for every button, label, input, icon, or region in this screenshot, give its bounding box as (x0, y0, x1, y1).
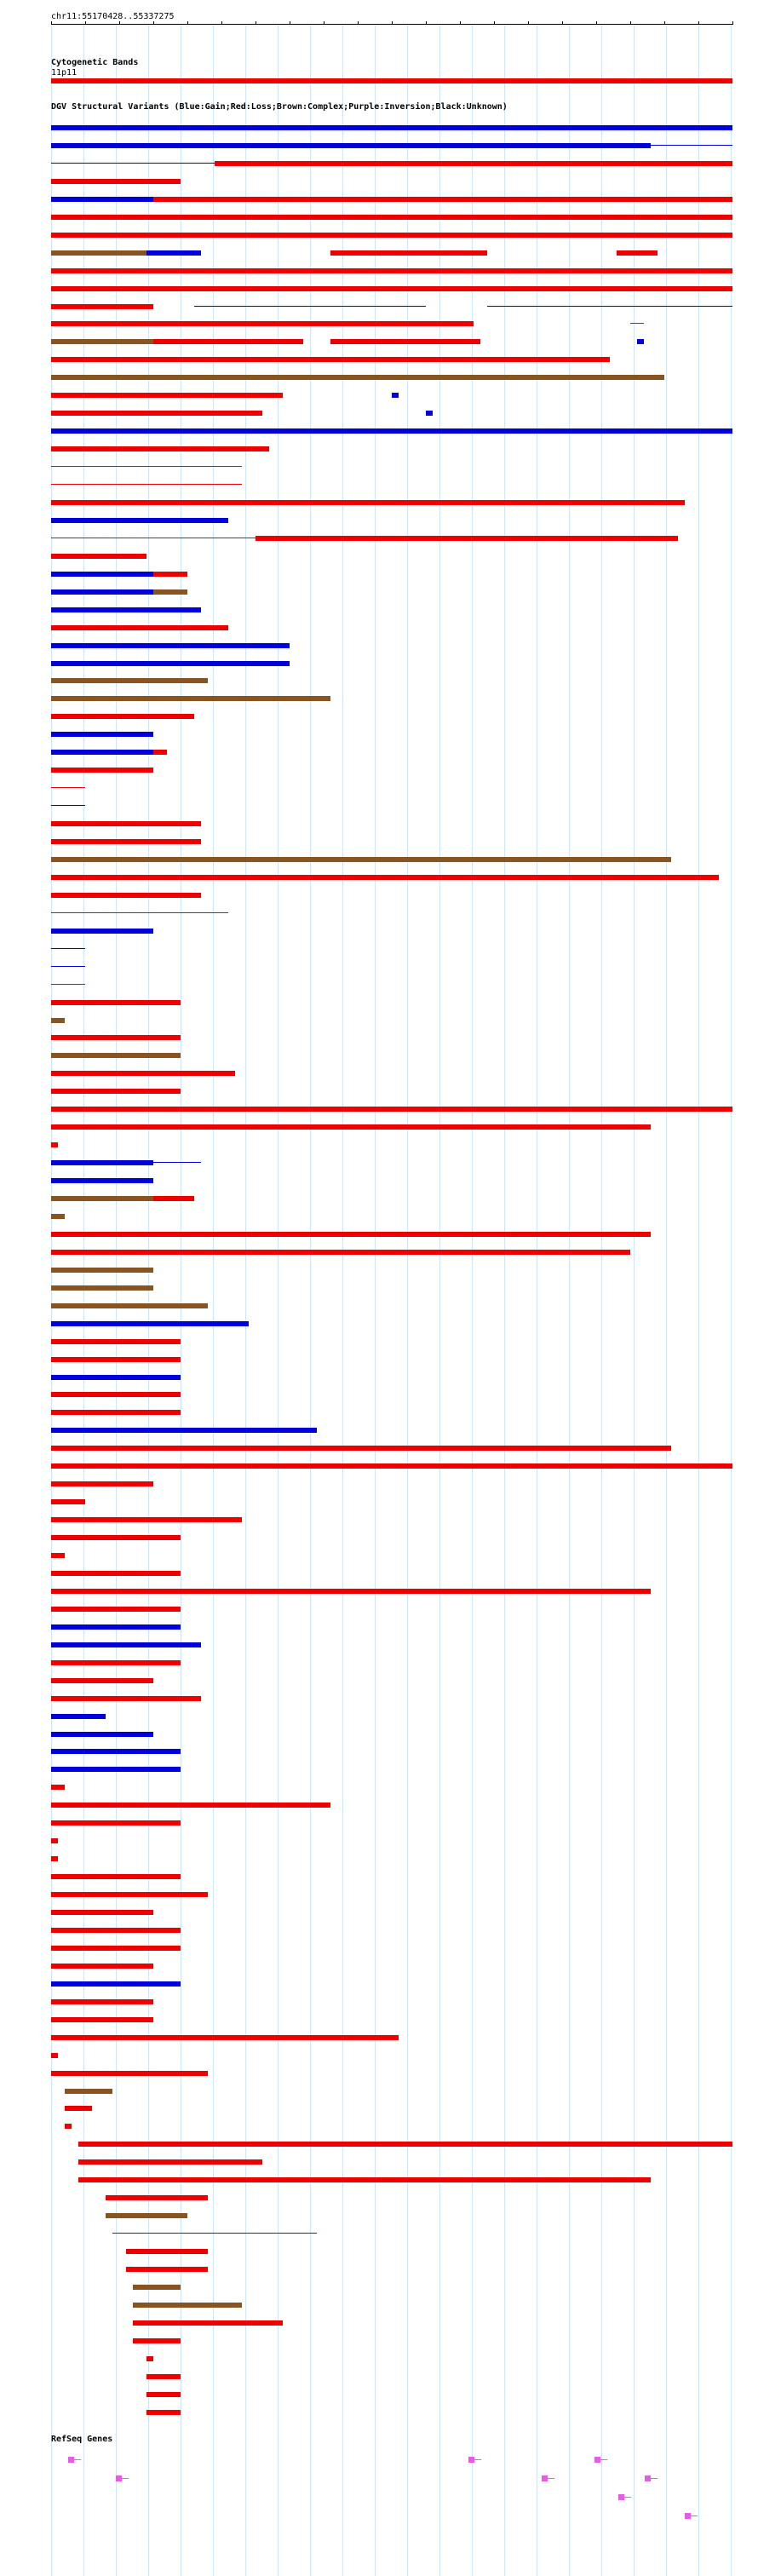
variant-bar[interactable] (617, 250, 658, 256)
grid-line (116, 24, 117, 2576)
variant-bar[interactable] (51, 1214, 65, 1219)
variant-bar[interactable] (51, 1874, 181, 1879)
variant-bar[interactable] (51, 1732, 153, 1737)
variant-bar[interactable] (51, 411, 153, 416)
variant-bar[interactable] (153, 197, 732, 202)
variant-bar[interactable] (392, 393, 399, 398)
variant-bar[interactable] (51, 2053, 58, 2058)
variant-bar[interactable] (51, 1553, 65, 1558)
variant-bar[interactable] (51, 1232, 153, 1237)
grid-line (375, 24, 376, 2576)
variant-bar[interactable] (51, 233, 732, 238)
gene-exon[interactable] (618, 2494, 624, 2500)
variant-bar[interactable] (126, 2249, 208, 2254)
variant-bar[interactable] (51, 1196, 153, 1201)
variant-bar[interactable] (146, 250, 201, 256)
variant-bar[interactable] (153, 589, 187, 595)
variant-bar[interactable] (51, 1749, 181, 1754)
grid-line (731, 24, 732, 2576)
variant-bar[interactable] (51, 1946, 181, 1951)
variant-bar[interactable] (256, 536, 678, 541)
gene-arrow (624, 2497, 631, 2498)
variant-bar[interactable] (153, 1232, 651, 1237)
variant-bar[interactable] (51, 1268, 153, 1273)
ruler-tick (630, 21, 631, 25)
variant-bar[interactable] (65, 2106, 92, 2111)
ruler-tick (732, 21, 733, 25)
variant-bar[interactable] (78, 2142, 732, 2147)
variant-bar[interactable] (51, 1624, 181, 1630)
variant-bar[interactable] (51, 607, 201, 612)
variant-bar[interactable] (51, 125, 732, 130)
cytoband-track-title: Cytogenetic Bands (51, 58, 139, 67)
variant-bar[interactable] (51, 1375, 181, 1380)
variant-bar[interactable] (201, 428, 732, 434)
variant-bar[interactable] (51, 1589, 651, 1594)
variant-bar[interactable] (51, 1678, 153, 1683)
variant-bar[interactable] (51, 1071, 235, 1076)
variant-bar[interactable] (153, 518, 228, 523)
ruler-tick (698, 21, 699, 25)
ruler-tick (51, 21, 52, 25)
grid-line (310, 24, 311, 2576)
grid-line (601, 24, 602, 2576)
ruler-tick (596, 21, 597, 25)
variant-bar[interactable] (51, 1089, 181, 1094)
variant-bar[interactable] (51, 286, 732, 291)
variant-bar[interactable] (51, 1499, 85, 1504)
grid-line (634, 24, 635, 2576)
variant-bar[interactable] (51, 1053, 181, 1058)
variant-bar[interactable] (51, 1463, 732, 1469)
variant-bar[interactable] (51, 215, 732, 220)
variant-bar[interactable] (51, 696, 330, 701)
variant-bar[interactable] (51, 805, 85, 806)
ruler-tick (392, 21, 393, 25)
variant-bar[interactable] (133, 2303, 242, 2308)
variant-bar[interactable] (51, 484, 242, 485)
variant-bar[interactable] (153, 750, 167, 755)
grid-line (83, 24, 84, 2576)
variant-bar[interactable] (133, 2338, 181, 2343)
variant-bar[interactable] (112, 2233, 317, 2234)
variant-bar[interactable] (426, 411, 433, 416)
variant-bar[interactable] (51, 179, 181, 184)
gene-arrow (548, 2478, 554, 2479)
variant-bar[interactable] (51, 1964, 153, 1969)
variant-bar[interactable] (51, 643, 290, 648)
variant-bar[interactable] (51, 1303, 208, 1308)
variant-bar[interactable] (51, 1803, 330, 1808)
variant-bar[interactable] (133, 2285, 181, 2290)
ruler-tick (426, 21, 427, 25)
variant-bar[interactable] (51, 339, 153, 344)
variant-bar[interactable] (51, 966, 85, 967)
variant-bar[interactable] (51, 714, 146, 719)
variant-bar[interactable] (153, 1250, 630, 1255)
variant-bar[interactable] (51, 732, 153, 737)
variant-bar[interactable] (51, 1535, 181, 1540)
variant-bar[interactable] (51, 839, 201, 844)
variant-bar[interactable] (51, 1767, 181, 1772)
ruler-tick (85, 21, 86, 25)
variant-bar[interactable] (698, 145, 732, 146)
variant-bar[interactable] (194, 306, 426, 307)
gene-exon[interactable] (594, 2457, 600, 2463)
variant-bar[interactable] (51, 1517, 242, 1522)
variant-bar[interactable] (51, 197, 153, 202)
grid-line (666, 24, 667, 2576)
grid-line (569, 24, 570, 2576)
variant-bar[interactable] (146, 2374, 181, 2379)
variant-bar[interactable] (51, 1107, 732, 1112)
variant-bar[interactable] (51, 1428, 317, 1433)
gene-arrow (122, 2478, 129, 2479)
variant-bar[interactable] (51, 1696, 201, 1701)
variant-bar[interactable] (126, 2267, 208, 2272)
variant-bar[interactable] (630, 323, 644, 324)
gene-arrow (651, 2478, 658, 2479)
ruler-tick (494, 21, 495, 25)
ruler-tick (153, 21, 154, 25)
ruler-tick (358, 21, 359, 25)
variant-bar[interactable] (51, 1981, 181, 1987)
variant-bar[interactable] (51, 1392, 181, 1397)
variant-bar[interactable] (51, 661, 290, 666)
variant-bar[interactable] (487, 306, 732, 307)
variant-bar[interactable] (187, 393, 283, 398)
variant-bar[interactable] (51, 321, 194, 326)
gene-arrow (600, 2459, 607, 2460)
variant-bar[interactable] (146, 2392, 181, 2397)
gene-arrow (74, 2459, 81, 2460)
variant-bar[interactable] (51, 984, 85, 985)
variant-bar[interactable] (51, 857, 671, 862)
variant-bar[interactable] (51, 572, 153, 577)
grid-line (342, 24, 343, 2576)
variant-bar[interactable] (51, 1000, 181, 1005)
variant-bar[interactable] (51, 500, 685, 505)
variant-bar[interactable] (330, 250, 487, 256)
variant-bar[interactable] (146, 2356, 153, 2361)
variant-bar[interactable] (51, 304, 153, 309)
gene-exon[interactable] (542, 2475, 548, 2481)
grid-line (698, 24, 699, 2576)
grid-line (51, 24, 52, 2576)
ruler-tick (119, 21, 120, 25)
variant-bar[interactable] (51, 1178, 153, 1183)
variant-bar[interactable] (153, 1124, 651, 1130)
variant-bar[interactable] (153, 411, 262, 416)
cytoband-bar[interactable] (51, 78, 732, 83)
gene-arrow (474, 2459, 481, 2460)
variant-bar[interactable] (51, 357, 187, 362)
variant-bar[interactable] (51, 1838, 58, 1843)
variant-bar[interactable] (51, 948, 85, 949)
variant-bar[interactable] (51, 678, 208, 683)
variant-bar[interactable] (215, 161, 732, 166)
variant-bar[interactable] (51, 1999, 153, 2004)
variant-bar[interactable] (51, 143, 651, 148)
variant-bar[interactable] (106, 2195, 208, 2200)
ruler-tick (562, 21, 563, 25)
grid-line (472, 24, 473, 2576)
variant-bar[interactable] (51, 1607, 181, 1612)
variant-bar[interactable] (65, 2089, 112, 2094)
variant-bar[interactable] (65, 2124, 72, 2129)
variant-bar[interactable] (51, 1856, 58, 1861)
variant-bar[interactable] (153, 1162, 201, 1163)
variant-bar[interactable] (651, 145, 698, 146)
variant-bar[interactable] (51, 518, 153, 523)
variant-bar[interactable] (51, 875, 153, 880)
variant-bar[interactable] (51, 1714, 106, 1719)
variant-bar[interactable] (51, 1250, 153, 1255)
variant-bar[interactable] (51, 1285, 153, 1291)
grid-line (148, 24, 149, 2576)
variant-bar[interactable] (51, 1571, 181, 1576)
variant-bar[interactable] (51, 1910, 153, 1915)
variant-bar[interactable] (51, 1642, 201, 1647)
variant-bar[interactable] (153, 1196, 194, 1201)
variant-bar[interactable] (51, 554, 146, 559)
variant-bar[interactable] (51, 446, 269, 451)
variant-bar[interactable] (51, 893, 201, 898)
variant-bar[interactable] (51, 912, 228, 913)
gene-exon[interactable] (116, 2475, 122, 2481)
variant-bar[interactable] (51, 1035, 181, 1040)
grid-line (213, 24, 214, 2576)
variant-bar[interactable] (51, 2035, 399, 2040)
gene-exon[interactable] (685, 2513, 691, 2519)
variant-bar[interactable] (51, 1321, 249, 1326)
grid-line (504, 24, 505, 2576)
variant-bar[interactable] (51, 787, 85, 788)
grid-line (245, 24, 246, 2576)
variant-bar[interactable] (51, 375, 664, 380)
cytoband-label: 11p11 (51, 68, 78, 78)
variant-bar[interactable] (51, 768, 153, 773)
variant-bar[interactable] (51, 1160, 153, 1165)
variant-bar[interactable] (51, 1820, 181, 1826)
variant-bar[interactable] (51, 1124, 153, 1130)
variant-bar[interactable] (153, 572, 187, 577)
variant-bar[interactable] (637, 339, 644, 344)
variant-bar[interactable] (51, 2071, 208, 2076)
variant-bar[interactable] (51, 2017, 153, 2022)
ruler-tick (460, 21, 461, 25)
grid-line (278, 24, 279, 2576)
variant-bar[interactable] (51, 1339, 181, 1344)
variant-bar[interactable] (51, 1142, 58, 1147)
variant-bar[interactable] (106, 2213, 187, 2218)
ruler-tick (664, 21, 665, 25)
variant-bar[interactable] (51, 1410, 181, 1415)
variant-bar[interactable] (51, 1018, 65, 1023)
variant-bar[interactable] (51, 929, 153, 934)
grid-line (407, 24, 408, 2576)
variant-bar[interactable] (51, 268, 732, 273)
variant-bar[interactable] (51, 1660, 181, 1665)
variant-bar[interactable] (51, 821, 201, 826)
refseq-track-title: RefSeq Genes (51, 2435, 113, 2444)
position-label: chr11:55170428..55337275 (51, 12, 175, 21)
variant-bar[interactable] (51, 1446, 671, 1451)
grid-line (439, 24, 440, 2576)
variant-bar[interactable] (51, 1785, 65, 1790)
variant-bar[interactable] (153, 339, 303, 344)
variant-bar[interactable] (146, 2410, 181, 2415)
ruler-tick (187, 21, 188, 25)
variant-bar[interactable] (78, 2159, 262, 2165)
ruler-tick (221, 21, 222, 25)
variant-bar[interactable] (51, 1357, 181, 1362)
variant-bar[interactable] (146, 714, 194, 719)
gene-exon[interactable] (645, 2475, 651, 2481)
variant-bar[interactable] (51, 625, 228, 630)
ruler-tick (528, 21, 529, 25)
dgv-track-title: DGV Structural Variants (Blue:Gain;Red:Loss;Brown:Complex;Purple:Inversion;Black:Unknown) (51, 102, 508, 112)
variant-bar[interactable] (51, 466, 242, 467)
variant-bar[interactable] (78, 2177, 651, 2182)
variant-bar[interactable] (51, 393, 187, 398)
variant-bar[interactable] (51, 589, 153, 595)
variant-bar[interactable] (51, 1892, 208, 1897)
variant-bar[interactable] (51, 250, 146, 256)
variant-bar[interactable] (153, 875, 719, 880)
variant-bar[interactable] (51, 1928, 181, 1933)
variant-bar[interactable] (330, 339, 480, 344)
variant-bar[interactable] (51, 428, 201, 434)
variant-bar[interactable] (187, 357, 610, 362)
gene-exon[interactable] (68, 2457, 74, 2463)
variant-bar[interactable] (51, 163, 215, 164)
variant-bar[interactable] (51, 750, 153, 755)
variant-bar[interactable] (194, 321, 474, 326)
variant-bar[interactable] (51, 1481, 153, 1486)
variant-bar[interactable] (133, 2320, 283, 2326)
gene-exon[interactable] (468, 2457, 474, 2463)
